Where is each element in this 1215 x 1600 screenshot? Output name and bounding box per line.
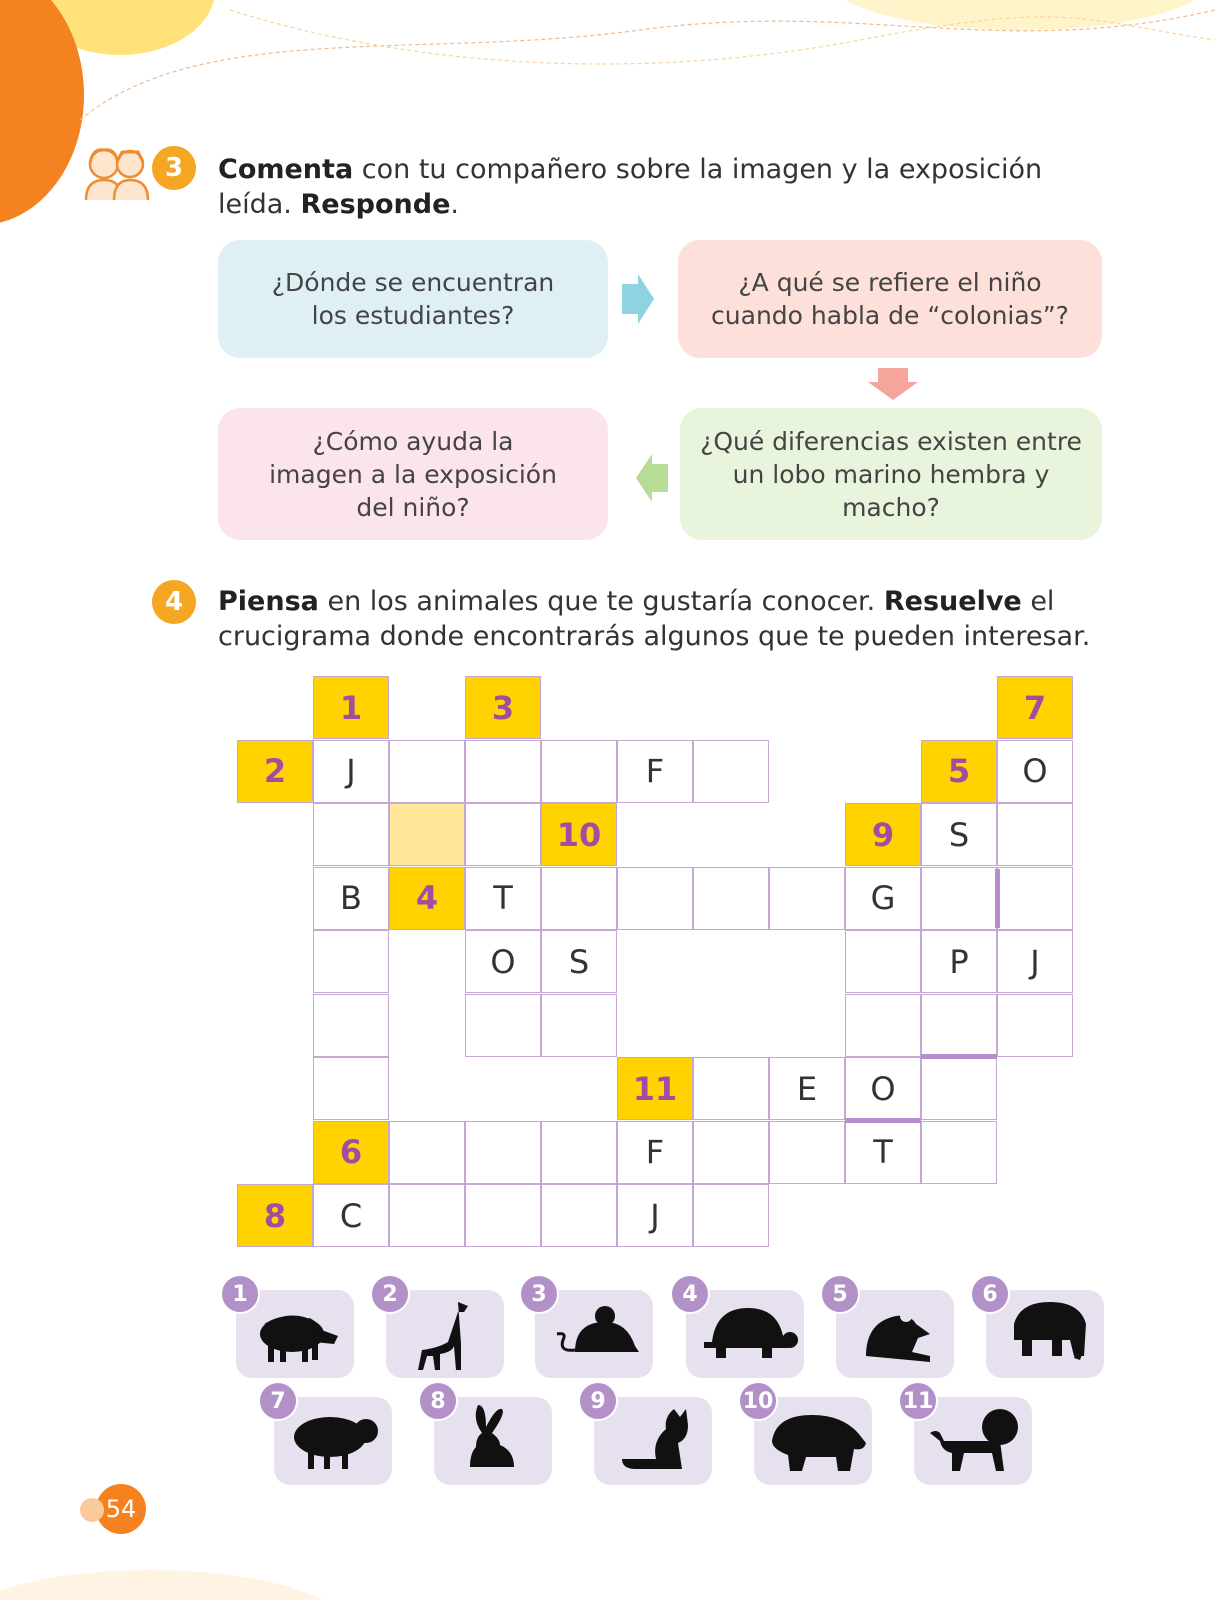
empty-cell[interactable] [313,803,389,866]
empty-cell[interactable] [845,930,921,993]
elephant-icon [996,1294,1100,1374]
animal-number-badge: 11 [898,1381,938,1421]
letter-cell[interactable]: F [617,1121,693,1184]
empty-cell[interactable] [465,1121,541,1184]
empty-cell[interactable] [921,1057,997,1120]
letter-cell[interactable]: B [313,867,389,930]
animal-number-badge: 8 [418,1381,458,1421]
activity-4-instruction: Piensa en los animales que te gustaría conocer. Resuelve el crucigrama donde encontrarás algunos que te pueden interesar. [218,586,1091,652]
empty-cell[interactable] [541,1184,617,1247]
turtle-icon [696,1294,800,1374]
empty-cell[interactable] [693,867,769,930]
clue-number-cell: 10 [541,803,617,866]
empty-cell[interactable] [313,930,389,993]
empty-cell[interactable] [997,867,1073,930]
empty-cell[interactable] [313,994,389,1057]
empty-cell[interactable] [997,994,1073,1057]
empty-cell[interactable] [389,1121,465,1184]
animal-number-badge: 9 [578,1381,618,1421]
animal-number-badge: 6 [970,1274,1010,1314]
empty-cell[interactable] [465,803,541,866]
letter-cell[interactable]: O [997,740,1073,803]
question-box-2: ¿A qué se refiere el niño cuando habla de “colonias”? [678,240,1102,358]
letter-cell[interactable]: T [465,867,541,930]
page-number: 54 [96,1484,146,1534]
arrow-right-icon [620,272,656,326]
empty-cell[interactable] [921,1121,997,1184]
arrow-left-icon [634,452,670,504]
empty-cell[interactable] [693,1057,769,1120]
empty-cell[interactable] [769,867,845,930]
clue-number-cell: 9 [845,803,921,866]
clue-number-cell: 4 [389,867,465,930]
clue-number-cell: 3 [465,676,541,739]
cat-icon [604,1401,708,1481]
empty-cell[interactable] [921,994,997,1057]
clue-number-cell: 2 [237,740,313,803]
empty-cell[interactable] [389,740,465,803]
letter-cell[interactable]: F [617,740,693,803]
clue-number-cell: 6 [313,1121,389,1184]
animal-number-badge: 2 [370,1274,410,1314]
empty-cell[interactable] [389,803,465,866]
empty-cell[interactable] [921,867,997,930]
empty-cell[interactable] [541,740,617,803]
letter-cell[interactable]: G [845,867,921,930]
rabbit-icon [444,1401,548,1481]
empty-cell[interactable] [465,1184,541,1247]
question-box-3: ¿Qué diferencias existen entre un lobo marino hembra y macho? [680,408,1102,540]
letter-cell[interactable]: O [465,930,541,993]
clue-number-cell: 8 [237,1184,313,1247]
empty-cell[interactable] [389,1184,465,1247]
page-number-decoration [76,1494,104,1526]
empty-cell[interactable] [541,1121,617,1184]
bear-icon [764,1401,868,1481]
letter-cell[interactable]: P [921,930,997,993]
clue-number-cell: 7 [997,676,1073,739]
letter-cell[interactable]: S [541,930,617,993]
activity-3-instruction: Comenta con tu compañero sobre la imagen y la exposición leída. Responde. [218,154,1043,220]
activity-4-badge: 4 [152,580,196,624]
empty-cell[interactable] [541,867,617,930]
letter-cell[interactable]: E [769,1057,845,1120]
mouse-icon [545,1294,649,1374]
animal-number-badge: 1 [220,1274,260,1314]
animal-number-badge: 4 [670,1274,710,1314]
clue-number-cell: 1 [313,676,389,739]
question-box-1: ¿Dónde se encuentran los estudiantes? [218,240,608,358]
giraffe-icon [396,1294,500,1374]
empty-cell[interactable] [465,740,541,803]
letter-cell[interactable]: S [921,803,997,866]
animal-number-badge: 3 [519,1274,559,1314]
word-separator [921,1054,997,1059]
clue-number-cell: 11 [617,1057,693,1120]
letter-cell[interactable]: J [997,930,1073,993]
boar-icon [246,1294,350,1374]
empty-cell[interactable] [997,803,1073,866]
empty-cell[interactable] [465,994,541,1057]
word-separator [995,869,1000,929]
activity-3-badge: 3 [152,146,196,190]
students-icon [76,144,152,202]
lion-icon [924,1401,1028,1481]
letter-cell[interactable]: J [313,740,389,803]
arrow-down-icon [866,366,920,402]
clue-number-cell: 5 [921,740,997,803]
empty-cell[interactable] [693,1184,769,1247]
bottom-blob [0,1570,350,1600]
letter-cell[interactable]: J [617,1184,693,1247]
empty-cell[interactable] [313,1057,389,1120]
empty-cell[interactable] [845,994,921,1057]
empty-cell[interactable] [769,1121,845,1184]
orange-blob [0,0,84,225]
letter-cell[interactable]: C [313,1184,389,1247]
question-box-4: ¿Cómo ayuda la imagen a la exposición del niño? [218,408,608,540]
empty-cell[interactable] [693,740,769,803]
sheep-icon [284,1401,388,1481]
empty-cell[interactable] [541,994,617,1057]
empty-cell[interactable] [693,1121,769,1184]
letter-cell[interactable]: O [845,1057,921,1120]
animal-number-badge: 5 [820,1274,860,1314]
frog-icon [846,1294,950,1374]
letter-cell[interactable]: T [845,1121,921,1184]
word-separator [845,1118,921,1123]
animal-number-badge: 10 [738,1381,778,1421]
animal-number-badge: 7 [258,1381,298,1421]
empty-cell[interactable] [617,867,693,930]
